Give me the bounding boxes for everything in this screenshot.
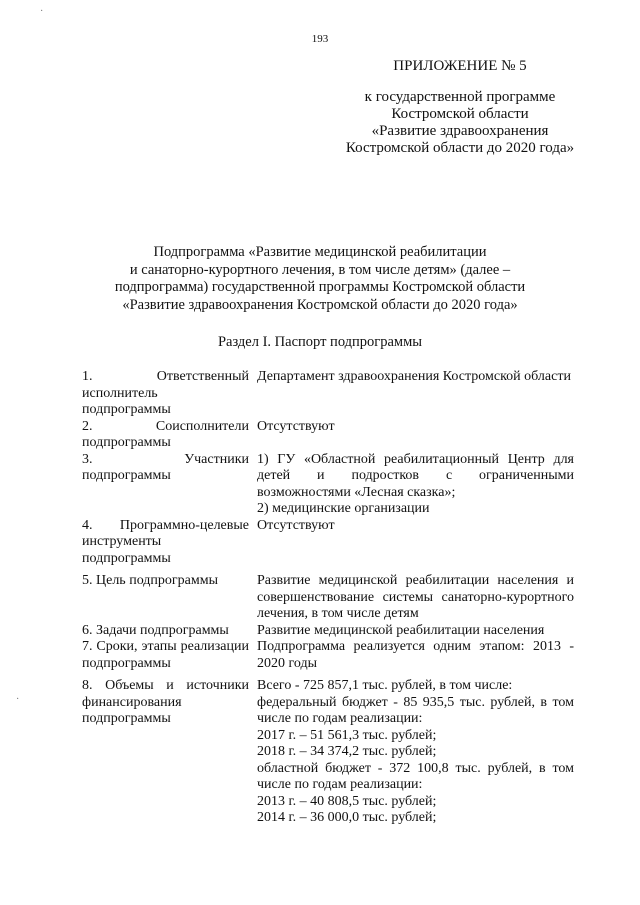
passport-label: 2. Соисполнители подпрограммы xyxy=(82,418,249,450)
value-line: областной бюджет - 372 100,8 тыс. рублей, в том числе по годам реализации: xyxy=(257,760,574,792)
value-line: федеральный бюджет - 85 935,5 тыс. рублей, в том числе по годам реализации: xyxy=(257,694,574,726)
subprogram-title xyxy=(70,244,570,314)
passport-label: 5. Цель подпрограммы xyxy=(82,573,218,588)
appendix-title: ПРИЛОЖЕНИЕ № 5 xyxy=(393,58,527,74)
passport-value xyxy=(257,678,574,827)
scan-speck: · xyxy=(40,6,44,17)
value-line: Развитие медицинской реабилитации населения и совершенствование системы санаторно-курортного лечения, в том числе детям xyxy=(257,573,574,621)
value-line: Всего - 725 857,1 тыс. рублей, в том числе: xyxy=(257,678,513,693)
value-line: 2) медицинские организации xyxy=(257,501,430,516)
passport-value xyxy=(257,518,574,568)
passport-label: 4. Программно-целевые инструменты подпрограммы xyxy=(82,517,249,566)
scan-speck: · xyxy=(16,694,20,705)
value-line: 2014 г. – 36 000,0 тыс. рублей; xyxy=(257,810,437,825)
appendix-line: к государственной программе xyxy=(364,89,556,105)
passport-value xyxy=(257,623,574,640)
passport-value xyxy=(257,419,574,452)
passport-row xyxy=(82,573,574,623)
value-line: 2013 г. – 40 808,5 тыс. рублей; xyxy=(257,793,437,809)
passport-label: 3. Участники подпрограммы xyxy=(82,451,249,483)
passport-value xyxy=(257,452,574,518)
subtitle-line: подпрограмма) государственной программы Костромской области xyxy=(114,279,526,295)
passport-row xyxy=(82,623,574,640)
subtitle-line: «Развитие здравоохранения Костромской области до 2020 года» xyxy=(122,296,518,313)
passport-row xyxy=(82,452,574,518)
subtitle-line: Подпрограмма «Развитие медицинской реабилитации xyxy=(153,244,487,260)
passport-row xyxy=(82,518,574,568)
page-number: 193 xyxy=(311,33,329,45)
value-line: Отсутствуют xyxy=(257,517,335,533)
value-line: Департамент здравоохранения Костромской области xyxy=(257,369,571,384)
appendix-line: Костромской области до 2020 года» xyxy=(345,140,575,156)
passport-row xyxy=(82,419,574,452)
appendix-line: «Развитие здравоохранения xyxy=(371,123,549,139)
passport-row xyxy=(82,639,574,672)
subtitle-line: и санаторно-курортного лечения, в том числе детям» (далее – xyxy=(129,261,511,278)
value-line: Отсутствуют xyxy=(257,418,335,434)
passport-row xyxy=(82,369,574,419)
section-heading: Раздел I. Паспорт подпрограммы xyxy=(217,334,423,350)
passport-table xyxy=(82,369,574,827)
passport-value xyxy=(257,573,574,623)
passport-row xyxy=(82,678,574,827)
value-line: 1) ГУ «Областной реабилитационный Центр для детей и подростков с ограниченными возможностями «Лесная сказка»; xyxy=(257,451,574,500)
passport-label: 1. Ответственный исполнитель подпрограммы xyxy=(82,369,249,417)
passport-value xyxy=(257,369,574,419)
appendix-header xyxy=(330,58,590,157)
appendix-line: Костромской области xyxy=(391,106,529,122)
value-line: Развитие медицинской реабилитации населения xyxy=(257,622,545,638)
value-line: 2018 г. – 34 374,2 тыс. рублей; xyxy=(257,744,437,759)
value-line: 2017 г. – 51 561,3 тыс. рублей; xyxy=(257,727,437,743)
passport-label: 6. Задачи подпрограммы xyxy=(82,622,229,638)
value-line: Подпрограмма реализуется одним этапом: 2013 - 2020 годы xyxy=(257,639,574,671)
passport-value xyxy=(257,639,574,672)
passport-label: 8. Объемы и источники финансирования подпрограммы xyxy=(82,678,249,726)
passport-label: 7. Сроки, этапы реализации подпрограммы xyxy=(82,639,249,671)
